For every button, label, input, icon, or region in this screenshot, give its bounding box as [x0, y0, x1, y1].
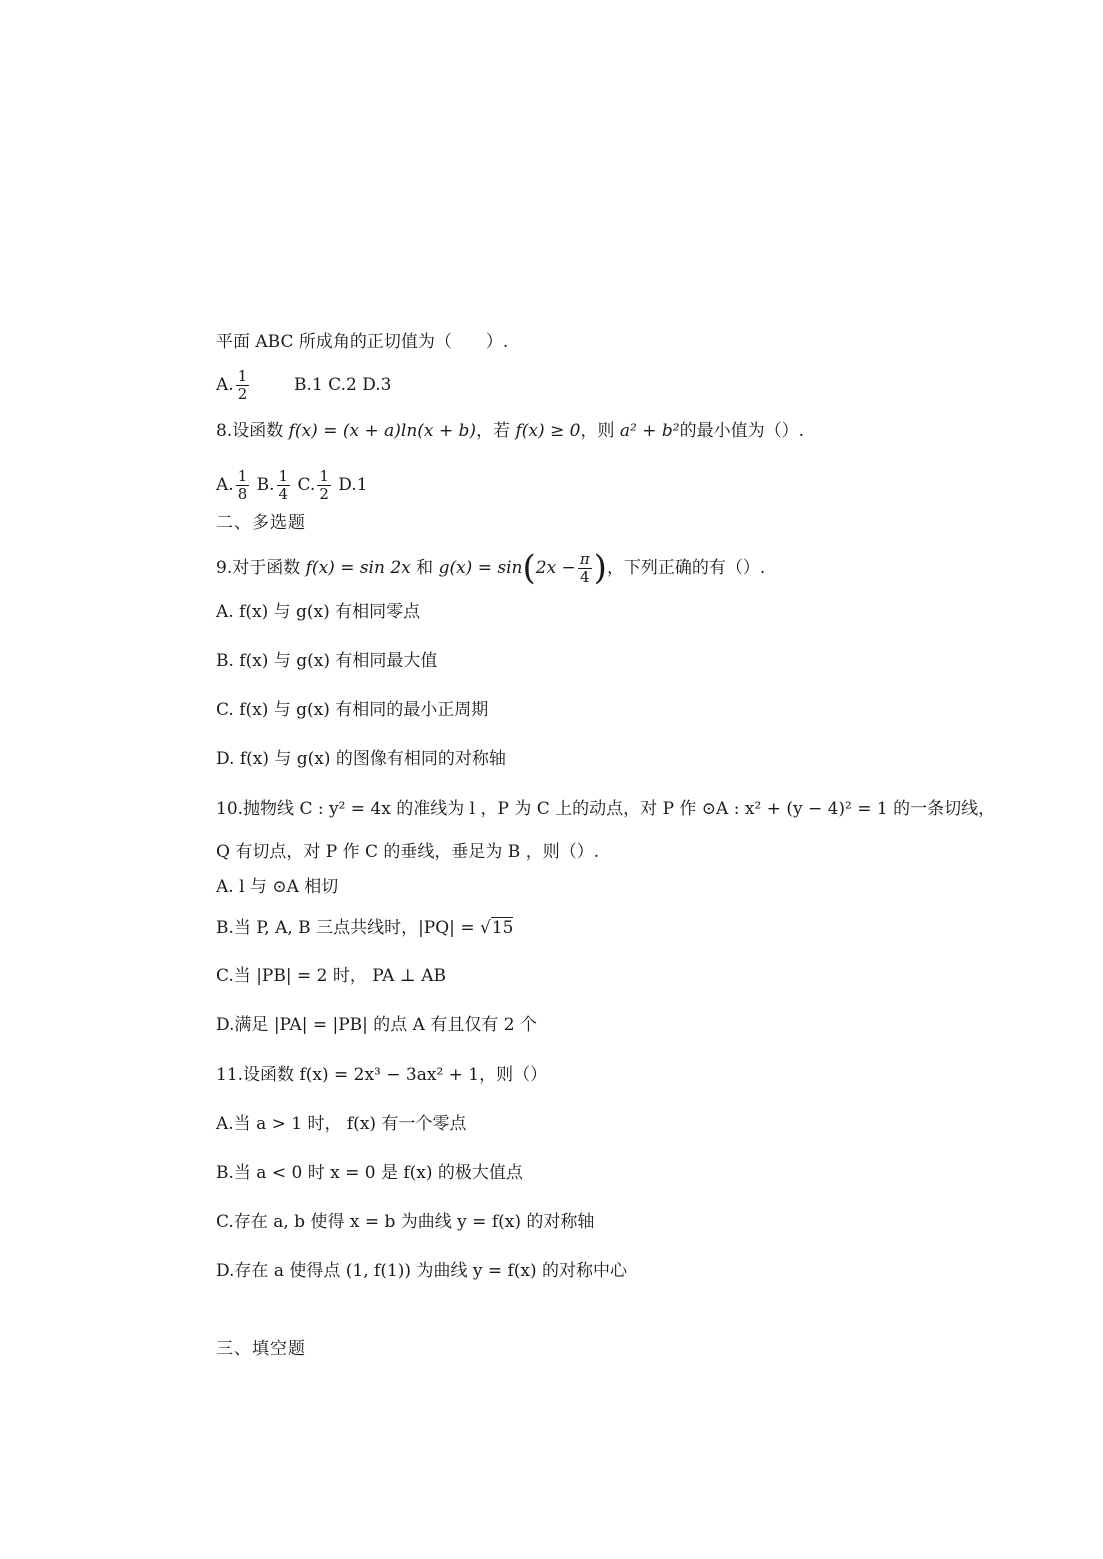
q9-option-b: B. f(x) 与 g(x) 有相同最大值 [216, 651, 438, 671]
fraction: $\frac{1}{4}$ [278, 467, 289, 503]
q11-option-a: A.当 a > 1 时， f(x) 有一个零点 [216, 1114, 467, 1134]
q10-stem-line1: 10.抛物线 C : y² = 4x 的准线为 l ，P 为 C 上的动点，对 P 作 ⊙A : x² + (y − 4)² = 1 的一条切线， [216, 799, 996, 819]
fraction: $\frac{\pi}{4}$ [579, 550, 590, 586]
q11-option-c: C.存在 a, b 使得 x = b 为曲线 y = f(x) 的对称轴 [216, 1212, 595, 1232]
q8-stem: 8.设函数 f(x) = (x + a)ln(x + b)，若 f(x) ≥ 0，则 a² + b²的最小值为（）. [216, 421, 804, 441]
left-paren: ( [522, 548, 536, 588]
fraction: $\frac{1}{2}$ [237, 367, 248, 403]
fraction: $\frac{1}{2}$ [319, 467, 329, 503]
q10-option-c: C.当 |PB| = 2 时， PA ⊥ AB [216, 966, 446, 986]
q7-options: A. $\frac{1}{2}$ B.1 C.2 D.3 [216, 367, 392, 403]
section-heading-fill-in: 三、填空题 [216, 1339, 306, 1359]
q11-option-d: D.存在 a 使得点 (1, f(1)) 为曲线 y = f(x) 的对称中心 [216, 1261, 628, 1281]
q10-option-a: A. l 与 ⊙A 相切 [216, 877, 339, 897]
q7-stem: 平面 ABC 所成角的正切值为（ ）. [216, 332, 509, 352]
q10-option-d: D.满足 |PA| = |PB| 的点 A 有且仅有 2 个 [216, 1015, 537, 1035]
q11-option-b: B.当 a < 0 时 x = 0 是 f(x) 的极大值点 [216, 1163, 523, 1183]
fraction: $\frac{1}{8}$ [237, 467, 248, 503]
q8-options: A. $\frac{1}{8}$ B. $\frac{1}{4}$ C. $\frac{1}{2}$ D.1 [216, 467, 368, 503]
q10-option-b: B.当 P, A, B 三点共线时，|PQ| = √15 [216, 918, 514, 938]
q9-stem: 9.对于函数 f(x) = sin 2x 和 g(x) = sin(2x − $\frac{\pi}{4}$ )，下列正确的有（）. [216, 548, 766, 588]
q9-option-a: A. f(x) 与 g(x) 有相同零点 [216, 602, 421, 622]
q9-option-d: D. f(x) 与 g(x) 的图像有相同的对称轴 [216, 749, 506, 769]
section-heading-multiple-choice: 二、多选题 [216, 513, 306, 533]
q10-stem-line2: Q 有切点，对 P 作 C 的垂线，垂足为 B ，则（）. [216, 842, 600, 862]
q9-option-c: C. f(x) 与 g(x) 有相同的最小正周期 [216, 700, 489, 720]
right-paren: ) [593, 548, 607, 588]
q11-stem: 11.设函数 f(x) = 2x³ − 3ax² + 1，则（） [216, 1065, 548, 1085]
